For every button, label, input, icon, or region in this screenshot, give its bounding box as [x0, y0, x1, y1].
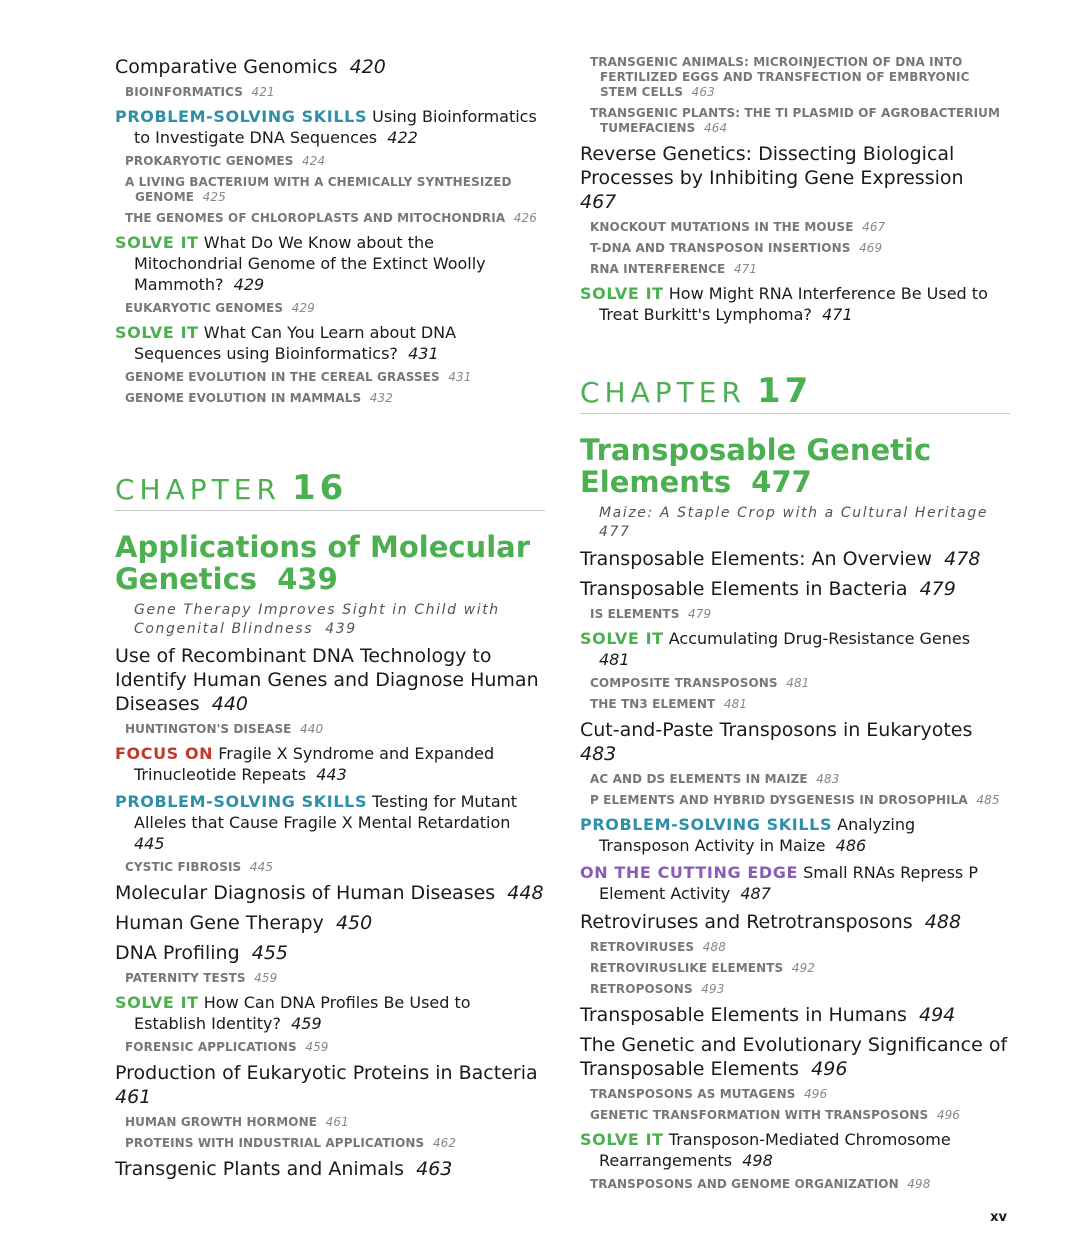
entry-text: CYSTIC FIBROSIS	[125, 860, 242, 874]
toc-subsection[interactable]	[125, 1040, 545, 1055]
entry-text: Molecular Diagnosis of Human Diseases	[115, 882, 496, 904]
entry-page: 481	[723, 697, 748, 711]
toc-feature[interactable]	[115, 106, 545, 148]
entry-page: 429	[291, 301, 315, 315]
entry-page: 461	[325, 1115, 349, 1129]
toc-subsection[interactable]	[125, 860, 545, 875]
toc-section-heading[interactable]	[115, 881, 545, 905]
toc-subsection[interactable]	[125, 1136, 545, 1151]
entry-page: 488	[924, 911, 962, 933]
feature-tag: SOLVE IT	[580, 629, 664, 648]
entry-page: 483	[580, 743, 617, 765]
chapter-title[interactable]	[115, 531, 545, 595]
toc-subsection[interactable]	[125, 175, 545, 205]
entry-text: How Can DNA Profiles Be Used to Establish Identity?	[134, 993, 471, 1033]
feature-tag: PROBLEM-SOLVING SKILLS	[115, 792, 368, 811]
entry-text: KNOCKOUT MUTATIONS IN THE MOUSE	[590, 220, 854, 234]
entry-text: Transposable Elements in Bacteria	[580, 578, 908, 600]
toc-subsection[interactable]	[590, 982, 1010, 997]
entry-text: Human Gene Therapy	[115, 912, 324, 934]
entry-page: 498	[742, 1151, 773, 1170]
chapter-title-page: 477	[751, 465, 812, 499]
entry-page: 424	[302, 154, 326, 168]
entry-page: 494	[918, 1004, 956, 1026]
toc-section-heading[interactable]	[115, 911, 545, 935]
feature-tag: SOLVE IT	[115, 323, 199, 342]
entry-text: Testing for Mutant Alleles that Cause Fragile X Mental Retardation	[134, 792, 518, 832]
toc-subsection[interactable]	[590, 241, 1010, 256]
toc-subsection[interactable]	[590, 793, 1010, 808]
feature-tag: PROBLEM-SOLVING SKILLS	[115, 107, 368, 126]
chapter-title-text: Transposable Genetic Elements	[580, 433, 932, 499]
entry-page: 488	[702, 940, 726, 954]
entry-page: 425	[202, 190, 226, 204]
toc-subsection[interactable]	[590, 262, 1010, 277]
entry-page: 420	[349, 56, 386, 78]
entry-text: Analyzing Transposon Activity in Maize	[599, 815, 916, 855]
entry-text: IS ELEMENTS	[590, 607, 680, 621]
entry-text: RNA INTERFERENCE	[590, 262, 726, 276]
entry-text: GENOME EVOLUTION IN THE CEREAL GRASSES	[125, 370, 440, 384]
entry-text: Accumulating Drug-Resistance Genes	[668, 629, 971, 648]
vignette-page: 439	[325, 621, 357, 637]
entry-text: THE GENOMES OF CHLOROPLASTS AND MITOCHONDRIA	[125, 211, 506, 225]
toc-subsection[interactable]	[125, 211, 545, 226]
feature-tag: SOLVE IT	[580, 284, 664, 303]
entry-page: 443	[316, 765, 347, 784]
entry-text: T-DNA AND TRANSPOSON INSERTIONS	[590, 241, 851, 255]
entry-page: 459	[305, 1040, 329, 1054]
entry-text: Small RNAs Repress P Element Activity	[599, 863, 978, 903]
toc-feature[interactable]	[580, 814, 1010, 856]
toc-feature[interactable]	[580, 1129, 1010, 1171]
entry-page: 462	[432, 1136, 457, 1150]
entry-text: COMPOSITE TRANSPOSONS	[590, 676, 778, 690]
entry-page: 471	[822, 305, 853, 324]
entry-page: 422	[387, 128, 418, 147]
entry-page: 431	[408, 344, 439, 363]
entry-page: 459	[254, 971, 278, 985]
toc-subsection[interactable]	[125, 301, 545, 316]
entry-text: AC AND DS ELEMENTS IN MAIZE	[590, 772, 808, 786]
entry-page: 432	[369, 391, 393, 405]
vignette-page: 477	[599, 524, 631, 540]
toc-section-heading[interactable]	[115, 1157, 545, 1181]
entry-text: The Genetic and Evolutionary Significance of Transposable Elements	[580, 1034, 1008, 1080]
entry-text: TRANSPOSONS AS MUTAGENS	[590, 1087, 796, 1101]
toc-section-heading[interactable]	[115, 55, 545, 79]
entry-text: Cut-and-Paste Transposons in Eukaryotes	[580, 719, 973, 741]
entry-page: 496	[811, 1058, 848, 1080]
entry-page: 421	[251, 85, 275, 99]
toc-subsection[interactable]	[590, 55, 1010, 100]
entry-page: 471	[733, 262, 758, 276]
entry-text: P ELEMENTS AND HYBRID DYSGENESIS IN DROSOPHILA	[590, 793, 968, 807]
toc-section-heading[interactable]	[580, 547, 1010, 571]
chapter-number: 17	[757, 371, 813, 411]
entry-text: How Might RNA Interference Be Used to Treat Burkitt's Lymphoma?	[599, 284, 988, 324]
chapter-17-block	[580, 371, 1010, 542]
chapter-heading	[115, 468, 545, 508]
toc-section-heading[interactable]	[580, 142, 1010, 214]
entry-page: 464	[704, 121, 728, 135]
chapter-label: CHAPTER	[115, 473, 281, 506]
entry-text: Retroviruses and Retrotransposons	[580, 911, 913, 933]
entry-text: A LIVING BACTERIUM WITH A CHEMICALLY SYNTHESIZED GENOME	[125, 175, 512, 204]
toc-feature[interactable]	[115, 743, 545, 785]
entry-page: 440	[300, 722, 324, 736]
chapter-number: 16	[292, 468, 348, 508]
toc-section-heading[interactable]	[580, 1033, 1010, 1081]
entry-text: DNA Profiling	[115, 942, 240, 964]
toc-subsection[interactable]	[590, 1087, 1010, 1102]
entry-page: 496	[936, 1108, 961, 1122]
entry-page: 469	[859, 241, 883, 255]
chapter-label: CHAPTER	[580, 376, 746, 409]
right-column	[580, 50, 1010, 1198]
entry-text: BIOINFORMATICS	[125, 85, 243, 99]
entry-text: Transposable Elements: An Overview	[580, 548, 933, 570]
entry-page: 485	[976, 793, 1000, 807]
feature-tag: SOLVE IT	[580, 1130, 664, 1149]
right-entries	[580, 547, 1010, 1192]
toc-subsection[interactable]	[590, 961, 1010, 976]
entry-page: 492	[791, 961, 816, 975]
feature-tag: ON THE CUTTING EDGE	[580, 863, 799, 882]
entry-page: 440	[211, 693, 248, 715]
entry-text: EUKARYOTIC GENOMES	[125, 301, 284, 315]
entry-page: 498	[907, 1177, 931, 1191]
feature-tag: PROBLEM-SOLVING SKILLS	[580, 815, 833, 834]
chapter-title[interactable]	[580, 434, 1010, 498]
entry-page: 481	[599, 650, 630, 669]
toc-subsection[interactable]	[125, 1115, 545, 1130]
entry-page: 450	[335, 912, 373, 934]
toc-subsection[interactable]	[590, 1177, 1010, 1192]
entry-page: 459	[291, 1014, 322, 1033]
entry-text: GENETIC TRANSFORMATION WITH TRANSPOSONS	[590, 1108, 929, 1122]
entry-page: 487	[740, 884, 771, 903]
toc-subsection[interactable]	[590, 676, 1010, 691]
toc-section-heading[interactable]	[115, 644, 545, 716]
entry-text: RETROPOSONS	[590, 982, 693, 996]
entry-text: TRANSPOSONS AND GENOME ORGANIZATION	[590, 1177, 899, 1191]
toc-feature[interactable]	[115, 992, 545, 1034]
toc-subsection[interactable]	[125, 85, 545, 100]
entry-page: 493	[701, 982, 725, 996]
entry-page: 445	[134, 834, 165, 853]
entry-page: 461	[115, 1086, 152, 1108]
chapter-title-page: 439	[277, 562, 338, 596]
toc-subsection[interactable]	[590, 106, 1010, 136]
entry-text: HUNTINGTON'S DISEASE	[125, 722, 292, 736]
entry-page: 463	[691, 85, 715, 99]
toc-subsection[interactable]	[590, 940, 1010, 955]
entry-page: 467	[580, 191, 617, 213]
entry-text: What Can You Learn about DNA Sequences using Bioinformatics?	[134, 323, 457, 363]
toc-subsection[interactable]	[125, 391, 545, 406]
entry-page: 429	[233, 275, 265, 294]
chapter-rule	[115, 510, 545, 511]
entry-page: 463	[416, 1158, 453, 1180]
entry-page: 483	[816, 772, 840, 786]
chapter-vignette	[115, 601, 545, 639]
toc-section-heading[interactable]	[115, 1061, 545, 1109]
vignette-text: Maize: A Staple Crop with a Cultural Heritage	[599, 505, 989, 521]
toc-subsection[interactable]	[590, 607, 1010, 622]
left-top-entries	[115, 55, 545, 406]
right-top-entries	[580, 55, 1010, 325]
entry-text: RETROVIRUSLIKE ELEMENTS	[590, 961, 784, 975]
chapter-vignette	[580, 504, 1010, 542]
toc-feature[interactable]	[115, 322, 545, 364]
toc-subsection[interactable]	[590, 772, 1010, 787]
toc-subsection[interactable]	[590, 220, 1010, 235]
entry-page: 431	[448, 370, 472, 384]
entry-text: HUMAN GROWTH HORMONE	[125, 1115, 318, 1129]
entry-page: 478	[944, 548, 981, 570]
entry-text: Transgenic Plants and Animals	[115, 1158, 405, 1180]
entry-page: 426	[513, 211, 538, 225]
toc-subsection[interactable]	[590, 1108, 1010, 1123]
entry-page: 481	[786, 676, 810, 690]
toc-feature[interactable]	[115, 791, 545, 854]
chapter-rule	[580, 413, 1010, 414]
entry-text: PROKARYOTIC GENOMES	[125, 154, 294, 168]
chapter-heading	[580, 371, 1010, 411]
entry-page: 445	[249, 860, 274, 874]
left-column	[115, 50, 545, 1187]
toc-section-heading[interactable]	[580, 1003, 1010, 1027]
entry-page: 448	[507, 882, 544, 904]
entry-page: 486	[835, 836, 867, 855]
entry-text: Transposable Elements in Humans	[580, 1004, 907, 1026]
feature-tag: FOCUS ON	[115, 744, 214, 763]
entry-text: Transposon-Mediated Chromosome Rearrangements	[599, 1130, 951, 1170]
page-number: xv	[990, 1210, 1007, 1225]
entry-text: TRANSGENIC PLANTS: THE TI PLASMID OF AGROBACTERIUM TUMEFACIENS	[590, 106, 1001, 135]
toc-subsection[interactable]	[125, 370, 545, 385]
toc-section-heading[interactable]	[580, 910, 1010, 934]
toc-feature[interactable]	[580, 283, 1010, 325]
toc-section-heading[interactable]	[580, 718, 1010, 766]
feature-tag: SOLVE IT	[115, 993, 199, 1012]
entry-text: RETROVIRUSES	[590, 940, 695, 954]
toc-subsection[interactable]	[590, 697, 1010, 712]
entry-text: What Do We Know about the Mitochondrial Genome of the Extinct Woolly Mammoth?	[134, 233, 486, 294]
entry-text: GENOME EVOLUTION IN MAMMALS	[125, 391, 362, 405]
chapter-16-block	[115, 468, 545, 639]
toc-subsection[interactable]	[125, 154, 545, 169]
entry-text: THE TN3 ELEMENT	[590, 697, 716, 711]
toc-feature[interactable]	[580, 862, 1010, 904]
toc-section-heading[interactable]	[115, 941, 545, 965]
entry-page: 455	[251, 942, 289, 964]
toc-feature[interactable]	[115, 232, 545, 295]
entry-text: PROTEINS WITH INDUSTRIAL APPLICATIONS	[125, 1136, 425, 1150]
toc-section-heading[interactable]	[580, 577, 1010, 601]
entry-text: TRANSGENIC ANIMALS: MICROINJECTION OF DNA INTO FERTILIZED EGGS AND TRANSFECTION OF EMBRYONIC STEM CELLS	[590, 55, 970, 99]
entry-text: Using Bioinformatics to Investigate DNA Sequences	[134, 107, 537, 147]
entry-page: 479	[919, 578, 956, 600]
entry-text: Reverse Genetics: Dissecting Biological Processes by Inhibiting Gene Expression	[580, 143, 964, 189]
entry-text: Production of Eukaryotic Proteins in Bacteria	[115, 1062, 538, 1084]
feature-tag: SOLVE IT	[115, 233, 199, 252]
toc-subsection[interactable]	[125, 971, 545, 986]
entry-page: 496	[804, 1087, 828, 1101]
entry-page: 467	[862, 220, 886, 234]
toc-subsection[interactable]	[125, 722, 545, 737]
entry-text: PATERNITY TESTS	[125, 971, 246, 985]
toc-feature[interactable]	[580, 628, 1010, 670]
entry-text: Use of Recombinant DNA Technology to Identify Human Genes and Diagnose Human Diseases	[115, 645, 539, 715]
entry-text: Comparative Genomics	[115, 56, 338, 78]
vignette-text: Gene Therapy Improves Sight in Child with Congenital Blindness	[134, 602, 500, 637]
left-entries	[115, 644, 545, 1181]
chapter-title-text: Applications of Molecular Genetics	[115, 530, 531, 596]
entry-text: Fragile X Syndrome and Expanded Trinucleotide Repeats	[134, 744, 495, 784]
entry-text: FORENSIC APPLICATIONS	[125, 1040, 297, 1054]
entry-page: 479	[688, 607, 712, 621]
